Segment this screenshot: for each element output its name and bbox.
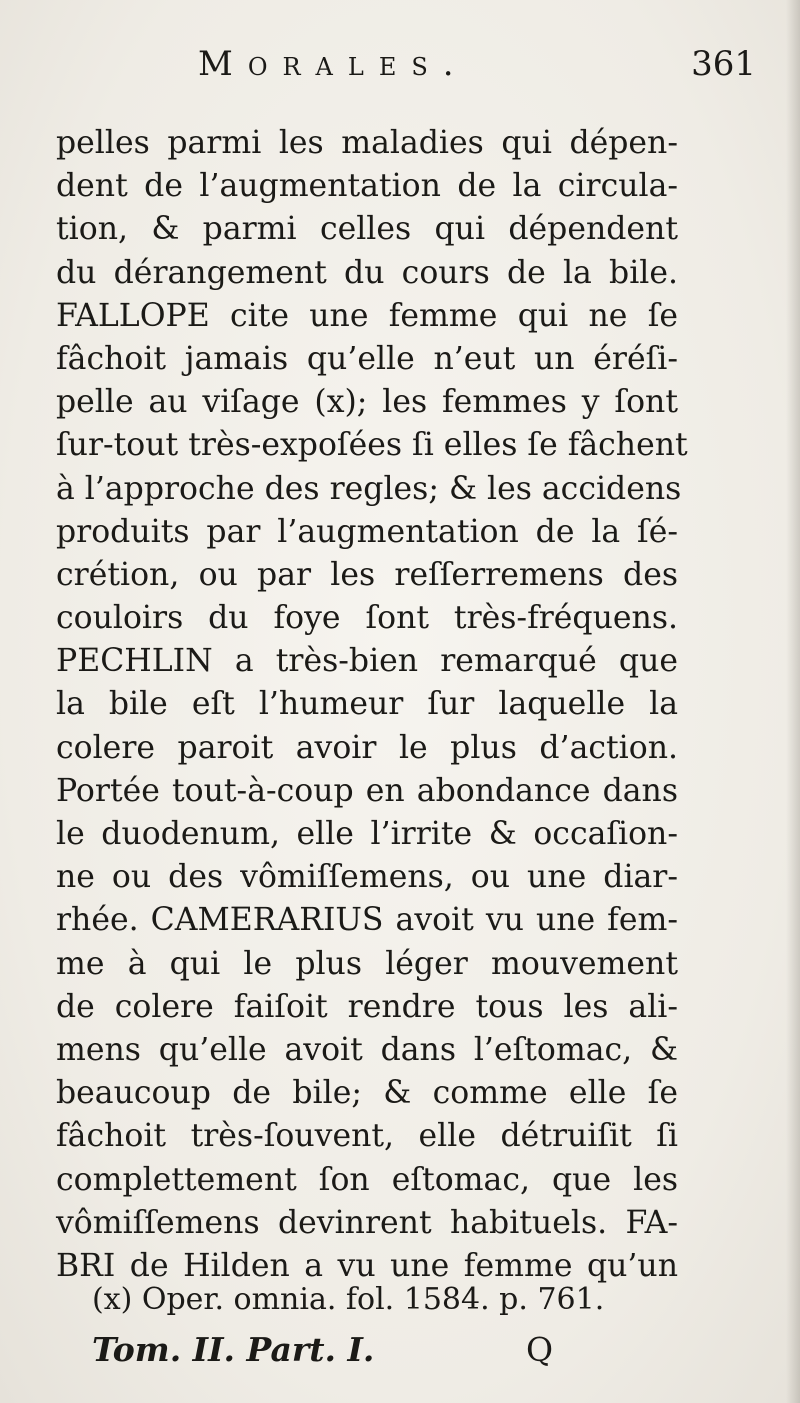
text-line: BRI de Hilden a vu une femme qu’un [56, 1247, 678, 1284]
text-line: couloirs du foye ſont très-fréquens. [56, 600, 678, 637]
text-line: colere paroit avoir le plus d’action. [56, 729, 678, 766]
text-line: PECHLIN a très-bien remarqué que [56, 643, 678, 680]
text-line: dent de l’augmentation de la circula- [56, 168, 678, 205]
text-line: le duodenum, elle l’irrite & occaſion- [56, 816, 678, 852]
text-line: ne ou des vômiſſemens, ou une diar- [56, 859, 678, 896]
text-line: à l’approche des regles; & les accidens [56, 470, 682, 507]
text-line: du dérangement du cours de la bile. [56, 254, 678, 291]
text-line: FALLOPE cite une femme qui ne ſe [56, 297, 678, 334]
page-footer [60, 1330, 710, 1376]
text-line: ſur-tout très-expoſées ſi elles ſe fâchent [56, 427, 688, 464]
text-line: pelle au viſage (x); les femmes y ſont [56, 384, 678, 421]
text-line: Portée tout-à-coup en abondance dans [56, 772, 678, 809]
text-line: de colere faiſoit rendre tous les ali- [56, 988, 678, 1025]
text-line: rhée. CAMERARIUS avoit vu une fem- [56, 902, 678, 939]
text-line: tion, & parmi celles qui dépendent [56, 211, 678, 248]
text-line: me à qui le plus léger mouvement [56, 945, 678, 982]
body-text [56, 122, 688, 1288]
text-line: vômiſſemens devinrent habituels. FA- [56, 1204, 678, 1241]
text-line: fâchoit jamais qu’elle n’eut un éréſi- [56, 340, 678, 377]
footnote: (x) Oper. omnia. fol. 1584. p. 761. [92, 1282, 605, 1317]
page-edge-shadow [786, 0, 800, 1403]
text-line: crétion, ou par les reſſerremens des [56, 556, 678, 593]
text-line: produits par l’augmentation de la ſé- [56, 513, 678, 550]
text-line: beaucoup de bile; & comme elle ſe [56, 1075, 678, 1112]
volume-note: Tom. II. Part. I. [92, 1330, 375, 1369]
text-line: la bile eſt l’humeur ſur laquelle la [56, 686, 678, 723]
text-line: fâchoit très-ſouvent, elle détruiſit ſi [56, 1118, 678, 1155]
page-number: 361 [691, 44, 756, 84]
text-line: mens qu’elle avoit dans l’eſtomac, & [56, 1031, 678, 1068]
running-head [60, 44, 756, 94]
text-line: pelles parmi les maladies qui dépen- [56, 125, 678, 161]
text-line: complettement ſon eſtomac, que les [56, 1161, 678, 1198]
running-title: Morales. [198, 44, 469, 84]
signature-mark: Q [526, 1330, 554, 1369]
